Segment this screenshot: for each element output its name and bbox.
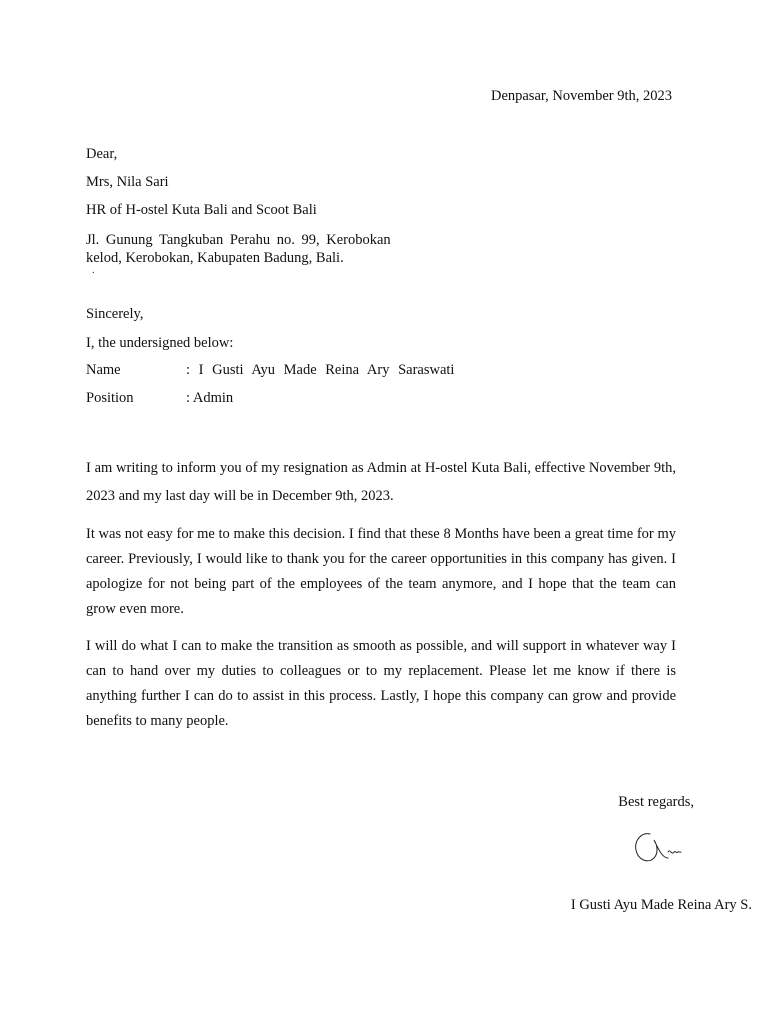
body-paragraph-1: I am writing to inform you of my resignation as Admin at H-ostel Kuta Bali, effective November 9th, 2023 and my last day will be in December 9th, 2023. [86,460,676,504]
recipient-name: Mrs, Nila Sari [86,174,169,190]
recipient-role: HR of H-ostel Kuta Bali and Scoot Bali [86,202,317,218]
field-value-name: : I Gusti Ayu Made Reina Ary Saraswati [186,362,455,378]
address-line-1: Jl. Gunung Tangkuban Perahu no. 99, Kerobokan [86,232,391,248]
closing-line: Best regards, [618,794,694,810]
intro-line: I, the undersigned below: [86,335,234,351]
letter-date: Denpasar, November 9th, 2023 [490,88,672,104]
recipient-address [86,231,416,267]
body-paragraph-2: It was not easy for me to make this decision. I find that these 8 Months have been a great time for my career. Previously, I would like to thank you for the career opportunities in this company has given. I apologize for not being part of the employees of the team anymore, and I hope that the team can grow even more. [86,526,676,617]
field-label-position: Position [86,390,134,406]
stray-mark: . [92,265,95,276]
signer-name: I Gusti Ayu Made Reina Ary S. [570,897,752,913]
signature-image [628,828,684,868]
salutation: Dear, [86,146,118,162]
opening-line: Sincerely, [86,306,144,322]
body-paragraph-3: I will do what I can to make the transition as smooth as possible, and will support in whatever way I can to hand over my duties to colleagues or to my replacement. Please let me know if there is anything further I can do to assist in this process. Lastly, I hope this company can grow and provide benefits to many people. [86,638,676,729]
field-value-position: : Admin [186,390,234,406]
address-line-2: kelod, Kerobokan, Kabupaten Badung, Bali. [86,250,344,266]
field-label-name: Name [86,362,121,378]
